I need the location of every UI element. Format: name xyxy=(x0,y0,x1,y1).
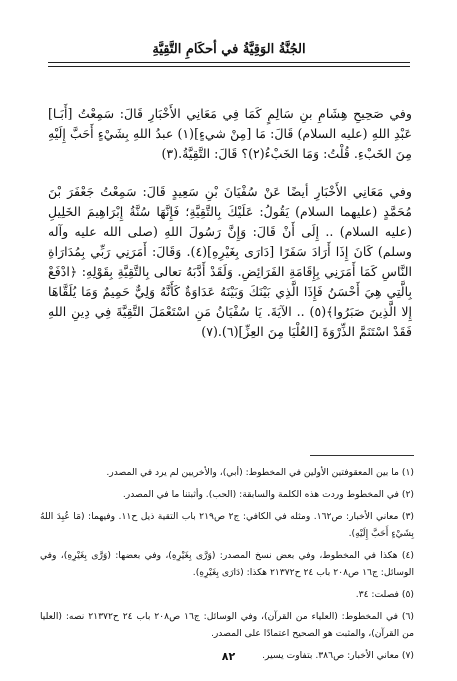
paragraph-1: وفي صَحِيحِ هِشَامِ بنِ سَالِمٍ كَمَا فِي مَعَانِي الأَخْبَارِ قَالَ: سَمِعْتُ [أَبَـا] عَبْدِ اللهِ (عليه السلام) قَالَ: مَا [مِنْ شيءٍ](١) عبدُ اللهِ بِشَيْءٍ أَحَبَّ إِلَيْهِ مِنَ الخَبْءِ. قُلْتُ: وَمَا الخَبْءُ(٢)؟ قَالَ: التَّقِيَّةُ.(٣) xyxy=(48,106,412,161)
paragraph-2: وفي مَعَانِي الأَخْبَارِ أيضًا عَنْ سُفْيَانَ بْنِ سَعِيدٍ قَالَ: سَمِعْتُ جَعْفَرَ بْنَ مُحَمَّدٍ (عليهما السلام) يَقُولُ: عَلَيْكَ بِالتَّقِيَّةِ؛ فَإِنَّهَا سُنَّةُ إِبْرَاهِيمَ الخَلِيلِ (عليه السلام) .. إِلَى أَنْ قَالَ: وَإِنَّ رَسُولَ اللهِ (صلى الله عليه وآله وسلم) كَانَ إِذَا أَرَادَ سَفَرًا [دَارَى بِغَيْرِهِ](٤). وَقَالَ: أَمَرَنِي رَبِّي بِمُدَارَاةِ النَّاسِ كَمَا أَمَرَنِي بِإِقَامَةِ الفَرَائِضِ. وَلَقَدْ أَدَّبَهُ تعالى بِالتَّقِيَّةِ بِقَوْلِهِ: ﴿ادْفَعْ بِالَّتِي هِيَ أَحْسَنُ فَإِذَا الَّذِي بَيْنَكَ وَبَيْنَهُ عَدَاوَةٌ كَأَنَّهُ وَلِيٌّ حَمِيمٌ وَمَا يُلَقَّاهَا إِلا الَّذِينَ صَبَرُوا﴾(٥) .. الآيَةَ. يَا سُفْيَانُ مَنِ اسْتَعْمَلَ التَّقِيَّةَ فِي دِينِ اللهِ فَقَدْ اسْتَنَمَّ الذِّرْوَةَ [العُلْيَا مِنَ العِزِّ](٦).(٧) xyxy=(48,184,413,339)
footnote-5: (٥) فصلت: ٣٤. xyxy=(355,589,414,600)
footnote-3: (٣) معاني الأخبار: ص١٦٢. ومثله في الكافي: ج٢ ص٢١٩ باب التقية ذيل ح١١. وفيهما: (مَا عُبِدَ اللهُ بِشَيْءٍ أَحَبَّ إِلَيْهِ). xyxy=(40,511,414,539)
main-text xyxy=(48,104,412,360)
running-header xyxy=(48,30,410,74)
footnote-1: (١) ما بين المعقوفتين الأولين في المخطوط: (أبي)، والأخريين لم يرد في المصدر. xyxy=(106,467,414,478)
running-header-title: الجُنَّةُ الوَقِيَّةُ في أحكَامِ التَّقِيَّةِ xyxy=(152,42,306,57)
footnotes xyxy=(40,464,414,669)
footnote-6: (٦) في المخطوط: (العلياء من القرآن)، وفي الوسائل: ج١٦ ص٢٠٨ باب ٢٤ ح٢١٣٧٢ نصه: (العليا من القرآن)، والمثبت هو الصحيح اعتمادًا على المصدر. xyxy=(40,611,414,639)
footnote-separator xyxy=(310,455,414,456)
page-number: ٨٢ xyxy=(221,650,236,663)
header-rule-top xyxy=(48,62,410,63)
header-rule-bottom xyxy=(48,66,410,67)
footnote-2: (٢) في المخطوط وردت هذه الكلمة والسابقة: (الحب). وأثبتنا ما في المصدر. xyxy=(122,489,414,500)
footnote-4: (٤) هكذا في المخطوط، وفي بعض نسخ المصدر: (وَرَّى بِغَيْرِهِ)، وفي بعضها: (وَرَّى بِغَيْرِهِ)، وفي الوسائل: ج١٦ ص٢٠٨ باب ٢٤ ح٢١٣٧٢ هكذا: (دَارَى بِغَيْرِهِ). xyxy=(40,550,414,578)
footnote-7: (٧) معاني الأخبار: ص٣٨٦. بتفاوت يسير. xyxy=(262,650,414,661)
